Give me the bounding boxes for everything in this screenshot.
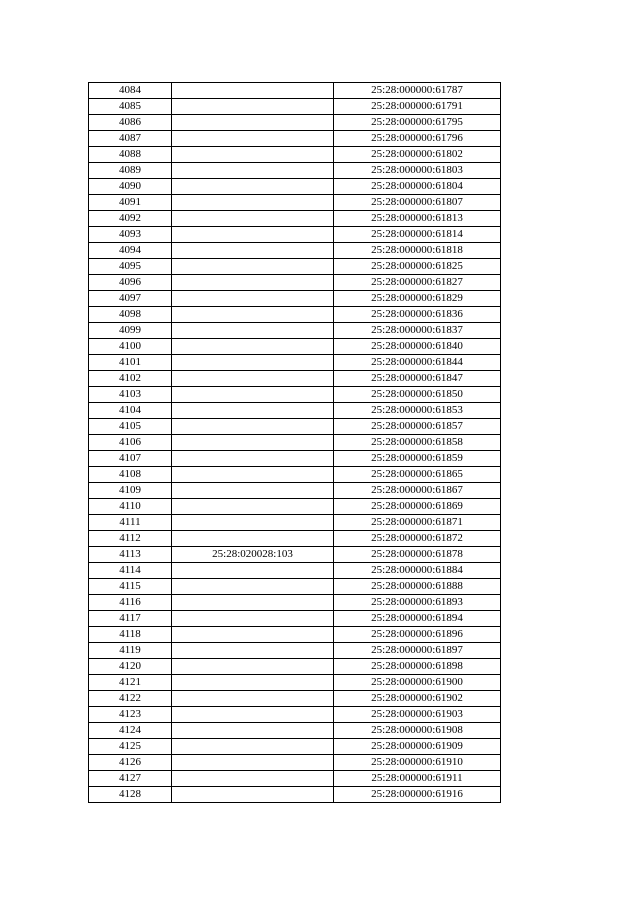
previous-cadastral-number-cell: [172, 147, 334, 163]
table-row: [89, 563, 501, 579]
previous-cadastral-number-cell: [172, 355, 334, 371]
previous-cadastral-number-cell: [172, 771, 334, 787]
cadastral-number-cell: 25:28:000000:61908: [334, 723, 501, 739]
cadastral-number-cell: 25:28:000000:61896: [334, 627, 501, 643]
previous-cadastral-number-cell: [172, 275, 334, 291]
cadastral-number-cell: 25:28:000000:61850: [334, 387, 501, 403]
previous-cadastral-number-cell: 25:28:020028:103: [172, 547, 334, 563]
previous-cadastral-number-cell: [172, 435, 334, 451]
cadastral-number-cell: 25:28:000000:61847: [334, 371, 501, 387]
cadastral-number-cell: 25:28:000000:61902: [334, 691, 501, 707]
row-number-cell: 4101: [89, 355, 172, 371]
table-row: [89, 355, 501, 371]
previous-cadastral-number-cell: [172, 755, 334, 771]
cadastral-number-cell: 25:28:000000:61825: [334, 259, 501, 275]
table-row: [89, 371, 501, 387]
table-row: [89, 419, 501, 435]
table-row: [89, 291, 501, 307]
table-row: [89, 179, 501, 195]
row-number-cell: 4116: [89, 595, 172, 611]
row-number-cell: 4125: [89, 739, 172, 755]
previous-cadastral-number-cell: [172, 291, 334, 307]
table-row: [89, 499, 501, 515]
row-number-cell: 4088: [89, 147, 172, 163]
table-row: [89, 307, 501, 323]
table-row: [89, 547, 501, 563]
row-number-cell: 4126: [89, 755, 172, 771]
table-row: [89, 659, 501, 675]
cadastral-number-cell: 25:28:000000:61857: [334, 419, 501, 435]
cadastral-number-cell: 25:28:000000:61897: [334, 643, 501, 659]
cadastral-number-cell: 25:28:000000:61813: [334, 211, 501, 227]
cadastral-number-cell: 25:28:000000:61884: [334, 563, 501, 579]
cadastral-number-cell: 25:28:000000:61903: [334, 707, 501, 723]
row-number-cell: 4120: [89, 659, 172, 675]
row-number-cell: 4108: [89, 467, 172, 483]
previous-cadastral-number-cell: [172, 675, 334, 691]
previous-cadastral-number-cell: [172, 451, 334, 467]
row-number-cell: 4118: [89, 627, 172, 643]
previous-cadastral-number-cell: [172, 419, 334, 435]
previous-cadastral-number-cell: [172, 339, 334, 355]
row-number-cell: 4103: [89, 387, 172, 403]
row-number-cell: 4123: [89, 707, 172, 723]
previous-cadastral-number-cell: [172, 483, 334, 499]
cadastral-number-cell: 25:28:000000:61814: [334, 227, 501, 243]
table-row: [89, 163, 501, 179]
previous-cadastral-number-cell: [172, 99, 334, 115]
cadastral-number-cell: 25:28:000000:61867: [334, 483, 501, 499]
table-row: [89, 643, 501, 659]
previous-cadastral-number-cell: [172, 499, 334, 515]
row-number-cell: 4105: [89, 419, 172, 435]
table-row: [89, 531, 501, 547]
table-row: [89, 579, 501, 595]
row-number-cell: 4084: [89, 83, 172, 99]
previous-cadastral-number-cell: [172, 259, 334, 275]
row-number-cell: 4122: [89, 691, 172, 707]
table-row: [89, 483, 501, 499]
row-number-cell: 4099: [89, 323, 172, 339]
table-row: [89, 611, 501, 627]
row-number-cell: 4114: [89, 563, 172, 579]
previous-cadastral-number-cell: [172, 211, 334, 227]
table-row: [89, 323, 501, 339]
row-number-cell: 4092: [89, 211, 172, 227]
row-number-cell: 4117: [89, 611, 172, 627]
cadastral-number-cell: 25:28:000000:61893: [334, 595, 501, 611]
previous-cadastral-number-cell: [172, 627, 334, 643]
cadastral-number-cell: 25:28:000000:61853: [334, 403, 501, 419]
cadastral-number-cell: 25:28:000000:61837: [334, 323, 501, 339]
previous-cadastral-number-cell: [172, 227, 334, 243]
cadastral-number-cell: 25:28:000000:61803: [334, 163, 501, 179]
table-row: [89, 707, 501, 723]
row-number-cell: 4089: [89, 163, 172, 179]
table-row: [89, 627, 501, 643]
previous-cadastral-number-cell: [172, 595, 334, 611]
row-number-cell: 4127: [89, 771, 172, 787]
table-row: [89, 227, 501, 243]
row-number-cell: 4097: [89, 291, 172, 307]
row-number-cell: 4121: [89, 675, 172, 691]
cadastral-table: [88, 82, 501, 803]
cadastral-number-cell: 25:28:000000:61859: [334, 451, 501, 467]
table-row: [89, 435, 501, 451]
row-number-cell: 4090: [89, 179, 172, 195]
table-row: [89, 259, 501, 275]
table-body: [89, 83, 501, 803]
row-number-cell: 4109: [89, 483, 172, 499]
row-number-cell: 4128: [89, 787, 172, 803]
row-number-cell: 4107: [89, 451, 172, 467]
cadastral-number-cell: 25:28:000000:61818: [334, 243, 501, 259]
table-row: [89, 115, 501, 131]
table-row: [89, 339, 501, 355]
row-number-cell: 4093: [89, 227, 172, 243]
cadastral-number-cell: 25:28:000000:61807: [334, 195, 501, 211]
previous-cadastral-number-cell: [172, 323, 334, 339]
previous-cadastral-number-cell: [172, 163, 334, 179]
previous-cadastral-number-cell: [172, 643, 334, 659]
row-number-cell: 4104: [89, 403, 172, 419]
previous-cadastral-number-cell: [172, 659, 334, 675]
row-number-cell: 4112: [89, 531, 172, 547]
row-number-cell: 4100: [89, 339, 172, 355]
previous-cadastral-number-cell: [172, 83, 334, 99]
previous-cadastral-number-cell: [172, 707, 334, 723]
previous-cadastral-number-cell: [172, 243, 334, 259]
row-number-cell: 4110: [89, 499, 172, 515]
cadastral-number-cell: 25:28:000000:61865: [334, 467, 501, 483]
cadastral-number-cell: 25:28:000000:61910: [334, 755, 501, 771]
table-row: [89, 275, 501, 291]
table-row: [89, 195, 501, 211]
cadastral-number-cell: 25:28:000000:61878: [334, 547, 501, 563]
row-number-cell: 4098: [89, 307, 172, 323]
cadastral-number-cell: 25:28:000000:61869: [334, 499, 501, 515]
cadastral-number-cell: 25:28:000000:61894: [334, 611, 501, 627]
cadastral-number-cell: 25:28:000000:61827: [334, 275, 501, 291]
table-row: [89, 771, 501, 787]
table-row: [89, 723, 501, 739]
table-row: [89, 467, 501, 483]
table-row: [89, 595, 501, 611]
table-row: [89, 147, 501, 163]
cadastral-number-cell: 25:28:000000:61858: [334, 435, 501, 451]
cadastral-number-cell: 25:28:000000:61791: [334, 99, 501, 115]
cadastral-number-cell: 25:28:000000:61795: [334, 115, 501, 131]
cadastral-number-cell: 25:28:000000:61840: [334, 339, 501, 355]
row-number-cell: 4115: [89, 579, 172, 595]
previous-cadastral-number-cell: [172, 579, 334, 595]
previous-cadastral-number-cell: [172, 371, 334, 387]
row-number-cell: 4111: [89, 515, 172, 531]
row-number-cell: 4094: [89, 243, 172, 259]
previous-cadastral-number-cell: [172, 691, 334, 707]
table-row: [89, 131, 501, 147]
previous-cadastral-number-cell: [172, 563, 334, 579]
cadastral-number-cell: 25:28:000000:61796: [334, 131, 501, 147]
previous-cadastral-number-cell: [172, 387, 334, 403]
table-row: [89, 691, 501, 707]
cadastral-number-cell: 25:28:000000:61911: [334, 771, 501, 787]
cadastral-number-cell: 25:28:000000:61900: [334, 675, 501, 691]
cadastral-number-cell: 25:28:000000:61909: [334, 739, 501, 755]
cadastral-number-cell: 25:28:000000:61804: [334, 179, 501, 195]
table-row: [89, 387, 501, 403]
table-row: [89, 403, 501, 419]
row-number-cell: 4087: [89, 131, 172, 147]
previous-cadastral-number-cell: [172, 307, 334, 323]
cadastral-number-cell: 25:28:000000:61802: [334, 147, 501, 163]
previous-cadastral-number-cell: [172, 515, 334, 531]
row-number-cell: 4119: [89, 643, 172, 659]
previous-cadastral-number-cell: [172, 115, 334, 131]
row-number-cell: 4113: [89, 547, 172, 563]
row-number-cell: 4091: [89, 195, 172, 211]
cadastral-number-cell: 25:28:000000:61872: [334, 531, 501, 547]
cadastral-number-cell: 25:28:000000:61829: [334, 291, 501, 307]
row-number-cell: 4086: [89, 115, 172, 131]
table-row: [89, 83, 501, 99]
previous-cadastral-number-cell: [172, 195, 334, 211]
row-number-cell: 4095: [89, 259, 172, 275]
table-row: [89, 787, 501, 803]
row-number-cell: 4102: [89, 371, 172, 387]
cadastral-number-cell: 25:28:000000:61888: [334, 579, 501, 595]
previous-cadastral-number-cell: [172, 739, 334, 755]
cadastral-number-cell: 25:28:000000:61844: [334, 355, 501, 371]
table-row: [89, 515, 501, 531]
cadastral-number-cell: 25:28:000000:61871: [334, 515, 501, 531]
table-row: [89, 211, 501, 227]
cadastral-number-cell: 25:28:000000:61787: [334, 83, 501, 99]
table-row: [89, 739, 501, 755]
cadastral-number-cell: 25:28:000000:61898: [334, 659, 501, 675]
table-row: [89, 243, 501, 259]
table-row: [89, 451, 501, 467]
cadastral-number-cell: 25:28:000000:61836: [334, 307, 501, 323]
cadastral-number-cell: 25:28:000000:61916: [334, 787, 501, 803]
previous-cadastral-number-cell: [172, 179, 334, 195]
row-number-cell: 4085: [89, 99, 172, 115]
table-row: [89, 755, 501, 771]
previous-cadastral-number-cell: [172, 403, 334, 419]
table-row: [89, 99, 501, 115]
previous-cadastral-number-cell: [172, 611, 334, 627]
previous-cadastral-number-cell: [172, 723, 334, 739]
previous-cadastral-number-cell: [172, 467, 334, 483]
table-row: [89, 675, 501, 691]
previous-cadastral-number-cell: [172, 787, 334, 803]
row-number-cell: 4096: [89, 275, 172, 291]
previous-cadastral-number-cell: [172, 131, 334, 147]
row-number-cell: 4124: [89, 723, 172, 739]
row-number-cell: 4106: [89, 435, 172, 451]
previous-cadastral-number-cell: [172, 531, 334, 547]
